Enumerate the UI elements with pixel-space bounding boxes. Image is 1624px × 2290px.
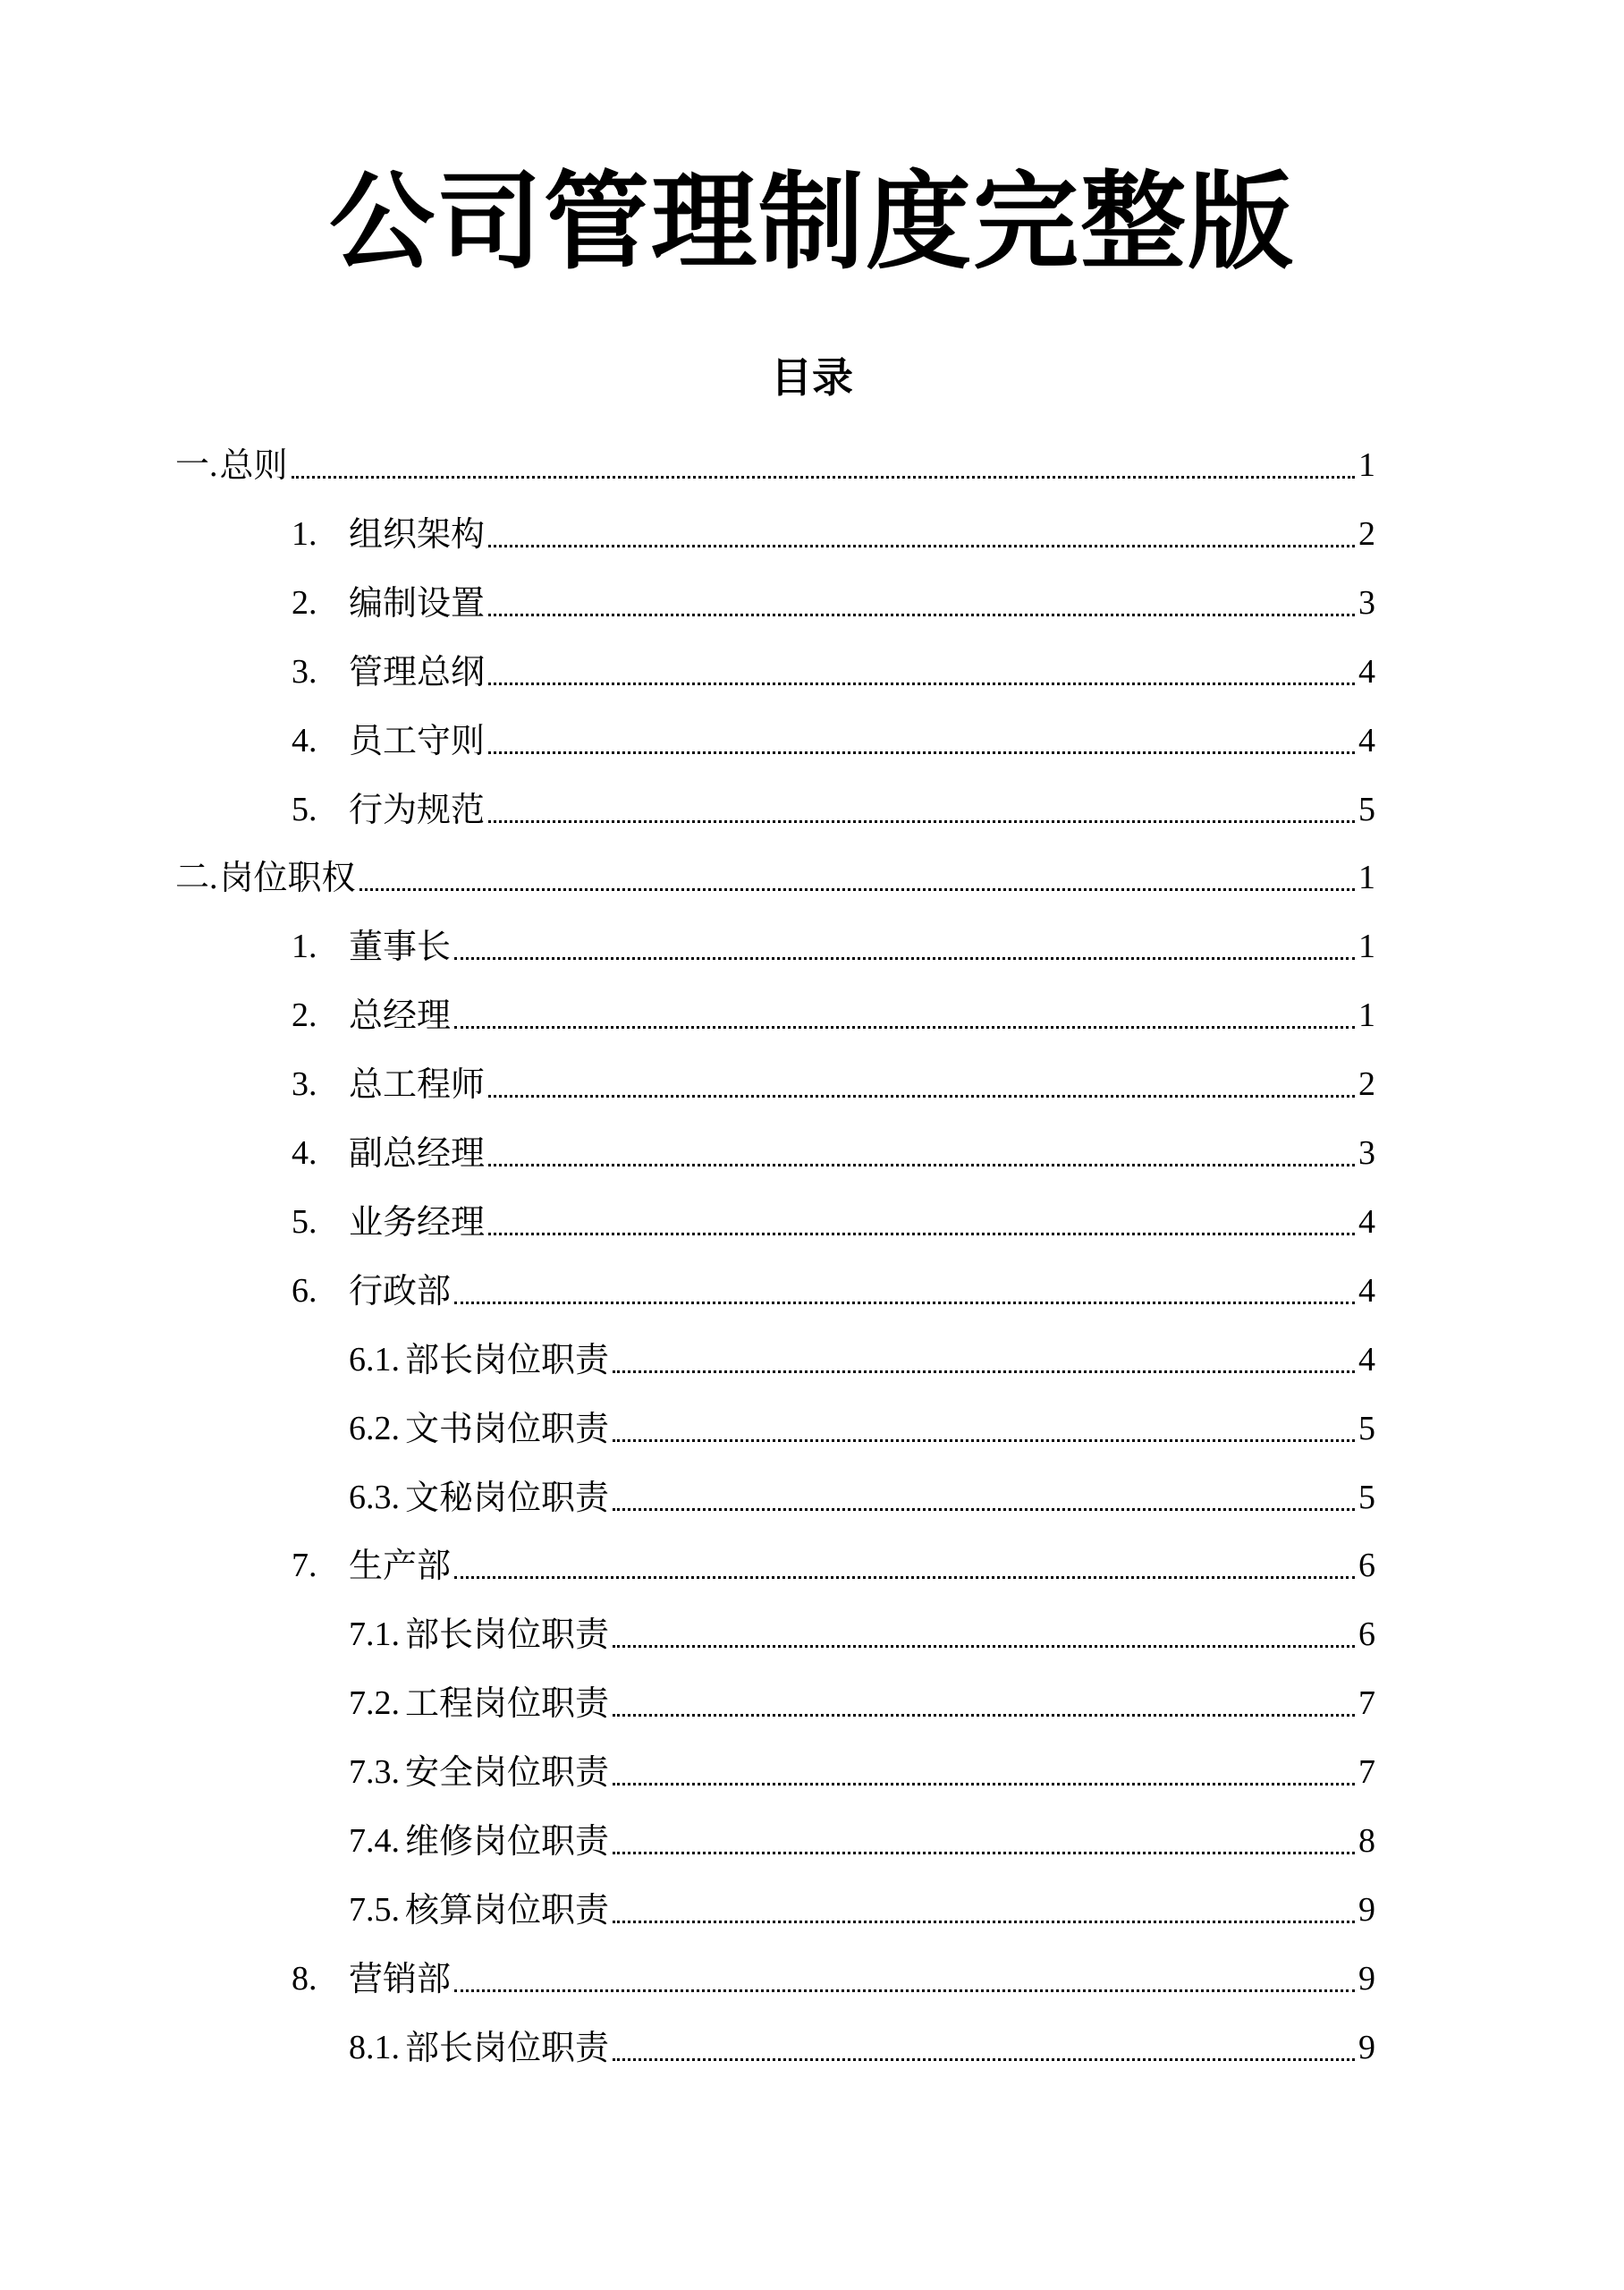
toc-entry[interactable] <box>292 507 1375 561</box>
toc-entry[interactable] <box>292 1126 1375 1180</box>
toc-dot-leader <box>613 1439 1355 1442</box>
toc-entry[interactable] <box>292 714 1375 768</box>
toc-entry[interactable] <box>349 1676 1375 1730</box>
toc-entry-number: 3. <box>292 652 317 691</box>
toc-entry-number: 7.4. <box>349 1822 400 1860</box>
toc-entry-number: 8.1. <box>349 2028 400 2066</box>
toc-entry-number: 6.3. <box>349 1478 400 1516</box>
toc-entry-number: 6.1. <box>349 1340 400 1378</box>
toc-entry[interactable] <box>349 1814 1375 1868</box>
toc-entry-label: 行为规范 <box>349 789 486 829</box>
toc-entry-label: 安全岗位职责 <box>405 1752 610 1793</box>
toc-entry-page-number: 7 <box>1358 1753 1375 1792</box>
toc-entry[interactable] <box>292 783 1375 836</box>
toc-dot-leader <box>488 1233 1355 1235</box>
toc-dot-leader <box>454 957 1355 960</box>
toc-dot-leader <box>613 2058 1355 2061</box>
toc-entry[interactable] <box>292 920 1375 973</box>
toc-entry-page-number: 1 <box>1358 997 1375 1035</box>
toc-entry[interactable] <box>292 1264 1375 1318</box>
toc-dot-leader <box>454 1302 1355 1304</box>
toc-entry[interactable] <box>349 1607 1375 1661</box>
toc-entry[interactable] <box>349 1333 1375 1387</box>
toc-entry[interactable] <box>349 1745 1375 1799</box>
toc-entry-label: 核算岗位职责 <box>405 1889 610 1930</box>
toc-entry[interactable] <box>292 988 1375 1042</box>
toc-dot-leader <box>613 1852 1355 1854</box>
toc-entry-page-number: 6 <box>1358 1616 1375 1654</box>
toc-entry-page-number: 9 <box>1358 1959 1375 1997</box>
toc-entry-label: 总工程师 <box>349 1064 486 1105</box>
toc-entry-page-number: 4 <box>1358 652 1375 691</box>
toc-dot-leader <box>613 1921 1355 1923</box>
toc-entry[interactable] <box>292 645 1375 699</box>
toc-entry[interactable] <box>349 1402 1375 1455</box>
toc-entry-label: 总则 <box>219 445 288 485</box>
toc-entry-page-number: 5 <box>1358 1478 1375 1516</box>
toc-entry-number: 7.2. <box>349 1684 400 1723</box>
toc-entry-label: 总经理 <box>349 996 452 1036</box>
toc-entry-page-number: 4 <box>1358 1340 1375 1378</box>
toc-dot-leader <box>613 1714 1355 1717</box>
toc-entry-label: 董事长 <box>349 927 452 967</box>
toc-entry-number: 7.5. <box>349 1890 400 1929</box>
toc-entry-page-number: 4 <box>1358 721 1375 759</box>
toc-dot-leader <box>359 888 1355 891</box>
toc-entry-page-number: 9 <box>1358 1890 1375 1929</box>
toc-dot-leader <box>613 1645 1355 1648</box>
toc-entry-label: 维修岗位职责 <box>405 1821 610 1861</box>
toc-entry-number: 7. <box>292 1547 317 1585</box>
toc-entry-number: 4. <box>292 721 317 759</box>
toc-entry-number: 6. <box>292 1271 317 1310</box>
toc-entry-number: 5. <box>292 790 317 828</box>
toc-entry-label: 部长岗位职责 <box>405 1339 610 1379</box>
toc-entry-label: 文书岗位职责 <box>405 1408 610 1448</box>
toc-entry-number: 2. <box>292 997 317 1035</box>
toc-entry[interactable] <box>292 1952 1375 2006</box>
toc-dot-leader <box>488 545 1355 547</box>
toc-entry[interactable] <box>349 2021 1375 2074</box>
toc-entry-page-number: 1 <box>1358 928 1375 966</box>
toc-entry-page-number: 4 <box>1358 1271 1375 1310</box>
toc-entry-label: 部长岗位职责 <box>405 2027 610 2067</box>
toc-entry-page-number: 3 <box>1358 583 1375 622</box>
toc-entry-label: 营销部 <box>349 1958 452 1998</box>
toc-dot-leader <box>292 476 1355 479</box>
toc-entry-label: 业务经理 <box>349 1201 486 1242</box>
toc-entry-page-number: 3 <box>1358 1134 1375 1172</box>
toc-entry[interactable] <box>292 1539 1375 1592</box>
toc-entry-number: 1. <box>292 928 317 966</box>
toc-dot-leader <box>613 1783 1355 1785</box>
toc-entry-number: 8. <box>292 1959 317 1997</box>
toc-entry[interactable] <box>292 1057 1375 1111</box>
toc-entry-page-number: 5 <box>1358 790 1375 828</box>
toc-dot-leader <box>613 1508 1355 1511</box>
toc-entry-page-number: 8 <box>1358 1822 1375 1860</box>
toc-entry-number: 2. <box>292 583 317 622</box>
toc-entry-page-number: 4 <box>1358 1202 1375 1241</box>
toc-entry-number: 4. <box>292 1134 317 1172</box>
toc-entry[interactable] <box>175 851 1375 904</box>
toc-entry-label: 员工守则 <box>349 720 486 760</box>
toc-entry-label: 行政部 <box>349 1270 452 1310</box>
toc-entry-page-number: 1 <box>1358 859 1375 897</box>
toc-entry-number: 7.1. <box>349 1616 400 1654</box>
toc-entry-page-number: 5 <box>1358 1409 1375 1447</box>
document-title: 公司管理制度完整版 <box>328 160 1295 284</box>
toc-entry-number: 1. <box>292 514 317 553</box>
toc-entry-label: 工程岗位职责 <box>405 1684 610 1724</box>
toc-entry[interactable] <box>349 1883 1375 1937</box>
toc-entry[interactable] <box>292 576 1375 630</box>
toc-entry[interactable] <box>292 1195 1375 1249</box>
toc-entry-label: 文秘岗位职责 <box>405 1477 610 1517</box>
toc-entry-page-number: 2 <box>1358 514 1375 553</box>
toc-dot-leader <box>488 683 1355 685</box>
toc-dot-leader <box>454 1576 1355 1579</box>
toc-entry-label: 组织架构 <box>349 513 486 554</box>
toc-entry-page-number: 7 <box>1358 1684 1375 1723</box>
toc-entry-label: 部长岗位职责 <box>405 1615 610 1655</box>
toc-dot-leader <box>488 751 1355 754</box>
toc-entry[interactable] <box>349 1471 1375 1524</box>
toc-dot-leader <box>454 1026 1355 1029</box>
toc-entry-number: 6.2. <box>349 1409 400 1447</box>
toc-entry-number: 3. <box>292 1065 317 1104</box>
toc-entry-page-number: 1 <box>1358 446 1375 484</box>
toc-dot-leader <box>488 1164 1355 1166</box>
toc-dot-leader <box>488 614 1355 616</box>
toc-dot-leader <box>613 1370 1355 1373</box>
toc-entry-label: 岗位职权 <box>219 858 356 898</box>
toc-entry-page-number: 9 <box>1358 2028 1375 2066</box>
toc-entry-number: 一. <box>175 446 218 484</box>
toc-entry-page-number: 6 <box>1358 1547 1375 1585</box>
toc-entry-label: 编制设置 <box>349 582 486 623</box>
toc-entry-page-number: 2 <box>1358 1065 1375 1104</box>
toc-entry[interactable] <box>175 438 1375 492</box>
toc-dot-leader <box>488 820 1355 823</box>
toc-dot-leader <box>454 1989 1355 1992</box>
toc-heading: 目录 <box>771 353 853 402</box>
toc-entry-number: 5. <box>292 1202 317 1241</box>
toc-entry-number: 二. <box>175 859 218 897</box>
toc-entry-label: 副总经理 <box>349 1133 486 1173</box>
toc-dot-leader <box>488 1095 1355 1098</box>
toc-entry-label: 生产部 <box>349 1546 452 1586</box>
toc-entry-label: 管理总纲 <box>349 651 486 691</box>
toc-entry-number: 7.3. <box>349 1753 400 1792</box>
